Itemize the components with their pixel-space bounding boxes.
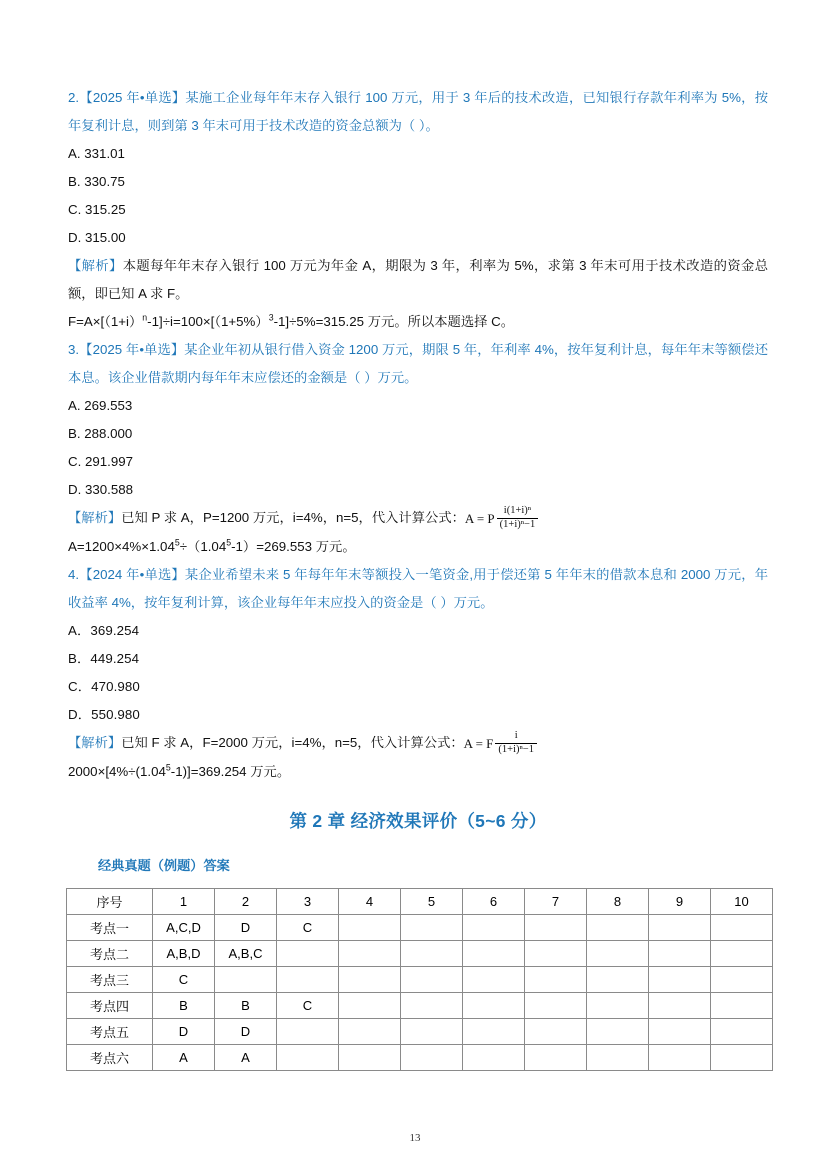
answer-cell: B bbox=[153, 993, 215, 1019]
explanation-label: 【解析】 bbox=[68, 510, 122, 526]
answer-cell: C bbox=[277, 993, 339, 1019]
row-label: 考点一 bbox=[67, 915, 153, 941]
question-3-option-d: D. 330.588 bbox=[68, 482, 134, 497]
answer-cell bbox=[587, 941, 649, 967]
answer-cell bbox=[525, 1045, 587, 1071]
question-3-stem-text: 某企业年初从银行借入资金 1200 万元，期限 5 年，年利率 4%，按年复利计息，每年年末等额偿还本息。该企业借款期内每年年末应偿还的金额是 bbox=[68, 342, 768, 385]
question-2-option-c: C. 315.25 bbox=[68, 202, 126, 217]
answer-cell bbox=[587, 915, 649, 941]
column-header-4: 4 bbox=[339, 889, 401, 915]
table-row bbox=[67, 1019, 773, 1045]
question-2-option-b: B. 330.75 bbox=[68, 174, 125, 189]
question-2-option-d: D. 315.00 bbox=[68, 230, 126, 245]
answer-cell: A bbox=[153, 1045, 215, 1071]
question-4-option-c: C．470.980 bbox=[68, 679, 140, 695]
formula-denominator: (1+i)ⁿ−1 bbox=[497, 518, 539, 531]
question-4-stem-text: 某企业希望未来 5 年每年年末等额投入一笔资金,用于偿还第 5 年年末的借款本息和 2000 万元，年收益率 4%，按年复利计算，该企业每年年末应投入的资金是（ ）万元。 bbox=[68, 567, 768, 611]
calc-exponent-5a: 5 bbox=[174, 537, 180, 548]
question-3-option-a: A. 269.553 bbox=[68, 398, 133, 413]
calc-mid: ÷（1.04 bbox=[179, 539, 227, 555]
question-4-calculation bbox=[68, 758, 768, 786]
question-3-stem-tail: 万元。 bbox=[377, 370, 418, 385]
question-3-option-c: C. 291.997 bbox=[68, 454, 134, 469]
table-row bbox=[67, 1045, 773, 1071]
formula-fraction bbox=[497, 505, 539, 530]
answer-cell bbox=[339, 1019, 401, 1045]
answer-table bbox=[66, 888, 773, 1071]
question-3-explanation bbox=[68, 504, 768, 533]
row-label: 考点五 bbox=[67, 1019, 153, 1045]
answer-cell bbox=[401, 941, 463, 967]
question-4-number: 4. bbox=[68, 567, 80, 583]
calc-exponent-3: 3 bbox=[268, 312, 274, 323]
question-3-number: 3. bbox=[68, 342, 80, 357]
question-3-answer-blank: （ ） bbox=[347, 370, 378, 385]
question-2-option-a: A. 331.01 bbox=[68, 146, 125, 161]
question-4-explanation bbox=[68, 729, 768, 758]
question-3-marker: 【2025 年•单选】 bbox=[79, 342, 185, 357]
column-header-2: 2 bbox=[215, 889, 277, 915]
formula-numerator: i bbox=[514, 730, 518, 742]
row-label: 考点四 bbox=[67, 993, 153, 1019]
answer-cell bbox=[339, 993, 401, 1019]
answer-cell bbox=[463, 941, 525, 967]
answer-cell bbox=[339, 1045, 401, 1071]
answer-cell: D bbox=[153, 1019, 215, 1045]
row-label: 考点六 bbox=[67, 1045, 153, 1071]
answer-cell bbox=[277, 1045, 339, 1071]
calc-exponent-n: n bbox=[142, 312, 148, 323]
table-row bbox=[67, 915, 773, 941]
column-header-9: 9 bbox=[649, 889, 711, 915]
answer-cell bbox=[401, 993, 463, 1019]
answer-cell bbox=[339, 941, 401, 967]
answer-cell: D bbox=[215, 1019, 277, 1045]
answer-cell bbox=[711, 941, 773, 967]
column-header-0: 序号 bbox=[67, 889, 153, 915]
question-2-stem-text: 某施工企业每年年末存入银行 100 万元，用于 3 年后的技术改造，已知银行存款年利率为 5%，按年复利计息，则到第 3 年末可用于技术改造的资金总额为（ ）。 bbox=[68, 90, 768, 133]
table-row bbox=[67, 967, 773, 993]
calc-suffix: -1]÷5%=315.25 万元。所以本题选择 C。 bbox=[273, 314, 515, 329]
answer-cell bbox=[215, 967, 277, 993]
answer-cell bbox=[587, 967, 649, 993]
explanation-text: 已知 P 求 A，P=1200 万元，i=4%，n=5，代入计算公式： bbox=[121, 510, 465, 526]
explanation-label: 【解析】 bbox=[68, 258, 123, 273]
answer-cell bbox=[525, 993, 587, 1019]
column-header-5: 5 bbox=[401, 889, 463, 915]
formula-fraction bbox=[495, 730, 537, 755]
answer-cell bbox=[463, 1019, 525, 1045]
row-label: 考点二 bbox=[67, 941, 153, 967]
question-4-option-d: D．550.980 bbox=[68, 707, 140, 723]
answer-cell bbox=[339, 967, 401, 993]
answer-cell bbox=[463, 1045, 525, 1071]
answer-cell bbox=[463, 993, 525, 1019]
formula-numerator: i(1+i)ⁿ bbox=[503, 505, 532, 517]
question-3-option-b: B. 288.000 bbox=[68, 426, 133, 441]
row-label: 考点三 bbox=[67, 967, 153, 993]
column-header-8: 8 bbox=[587, 889, 649, 915]
answer-cell bbox=[525, 1019, 587, 1045]
answer-cell bbox=[711, 1019, 773, 1045]
question-4-marker: 【2024 年•单选】 bbox=[79, 567, 185, 583]
calc-prefix: 2000×[4%÷(1.04 bbox=[68, 764, 166, 780]
column-header-7: 7 bbox=[525, 889, 587, 915]
answer-cell bbox=[277, 967, 339, 993]
answer-cell bbox=[463, 915, 525, 941]
calc-suffix: -1）=269.553 万元。 bbox=[231, 539, 356, 555]
question-4-formula bbox=[464, 729, 537, 758]
answer-cell bbox=[711, 967, 773, 993]
page-content bbox=[68, 84, 768, 1071]
answer-cell: C bbox=[153, 967, 215, 993]
section-subheading: 经典真题（例题）答案 bbox=[98, 858, 230, 874]
answer-cell bbox=[339, 915, 401, 941]
answer-cell bbox=[525, 941, 587, 967]
answer-cell bbox=[401, 1045, 463, 1071]
answer-cell bbox=[401, 915, 463, 941]
answer-cell bbox=[649, 1019, 711, 1045]
explanation-label: 【解析】 bbox=[68, 735, 122, 751]
chapter-title: 第 2 章 经济效果评价（5~6 分） bbox=[289, 811, 547, 832]
table-row bbox=[67, 993, 773, 1019]
calc-mid: -1]÷i=100×[（1+5%） bbox=[147, 314, 269, 329]
answer-cell: A,B,D bbox=[153, 941, 215, 967]
answer-cell: A,B,C bbox=[215, 941, 277, 967]
calc-exponent-5: 5 bbox=[165, 762, 171, 773]
answer-cell bbox=[401, 967, 463, 993]
answer-cell bbox=[711, 915, 773, 941]
answer-cell bbox=[401, 1019, 463, 1045]
formula-denominator: (1+i)ⁿ−1 bbox=[495, 743, 537, 756]
question-2-stem bbox=[68, 84, 768, 140]
calc-prefix: F=A×[（1+i） bbox=[68, 314, 143, 329]
question-2-marker: 【2025 年•单选】 bbox=[79, 90, 186, 105]
answer-cell bbox=[649, 941, 711, 967]
column-header-3: 3 bbox=[277, 889, 339, 915]
column-header-6: 6 bbox=[463, 889, 525, 915]
question-3-formula bbox=[465, 504, 538, 533]
question-4-stem bbox=[68, 561, 768, 617]
answer-cell bbox=[649, 915, 711, 941]
formula-lead: A = P bbox=[464, 511, 495, 527]
column-header-10: 10 bbox=[711, 889, 773, 915]
question-2-number: 2. bbox=[68, 90, 80, 105]
answer-cell bbox=[525, 915, 587, 941]
formula-lead: A = F bbox=[463, 736, 494, 752]
column-header-1: 1 bbox=[153, 889, 215, 915]
answer-cell bbox=[649, 1045, 711, 1071]
calc-exponent-5b: 5 bbox=[226, 537, 232, 548]
calc-suffix: -1)]=369.254 万元。 bbox=[170, 764, 291, 780]
answer-cell bbox=[587, 1019, 649, 1045]
answer-cell: B bbox=[215, 993, 277, 1019]
answer-cell: D bbox=[215, 915, 277, 941]
answer-cell: C bbox=[277, 915, 339, 941]
answer-table-wrapper bbox=[68, 888, 768, 1071]
answer-cell bbox=[277, 1019, 339, 1045]
answer-cell: A bbox=[215, 1045, 277, 1071]
answer-cell bbox=[649, 993, 711, 1019]
answer-cell bbox=[277, 941, 339, 967]
question-3-calculation bbox=[68, 533, 768, 561]
explanation-text: 已知 F 求 A，F=2000 万元，i=4%，n=5，代入计算公式： bbox=[121, 735, 464, 751]
page-number: 13 bbox=[409, 1132, 421, 1144]
explanation-text: 本题每年年末存入银行 100 万元为年金 A，期限为 3 年，利率为 5%，求第 3 年末可用于技术改造的资金总额，即已知 A 求 F。 bbox=[68, 258, 769, 301]
answer-cell bbox=[649, 967, 711, 993]
answer-cell bbox=[587, 993, 649, 1019]
question-2-explanation bbox=[68, 252, 768, 308]
answer-cell bbox=[525, 967, 587, 993]
answer-cell bbox=[711, 993, 773, 1019]
calc-prefix: A=1200×4%×1.04 bbox=[68, 539, 175, 555]
question-3-stem bbox=[68, 336, 768, 392]
answer-cell: A,C,D bbox=[153, 915, 215, 941]
table-row bbox=[67, 941, 773, 967]
answer-cell bbox=[711, 1045, 773, 1071]
question-2-calculation bbox=[68, 308, 768, 336]
answer-cell bbox=[587, 1045, 649, 1071]
table-header-row bbox=[67, 889, 773, 915]
question-4-option-b: B．449.254 bbox=[68, 651, 140, 667]
question-4-option-a: A．369.254 bbox=[68, 623, 140, 639]
answer-cell bbox=[463, 967, 525, 993]
